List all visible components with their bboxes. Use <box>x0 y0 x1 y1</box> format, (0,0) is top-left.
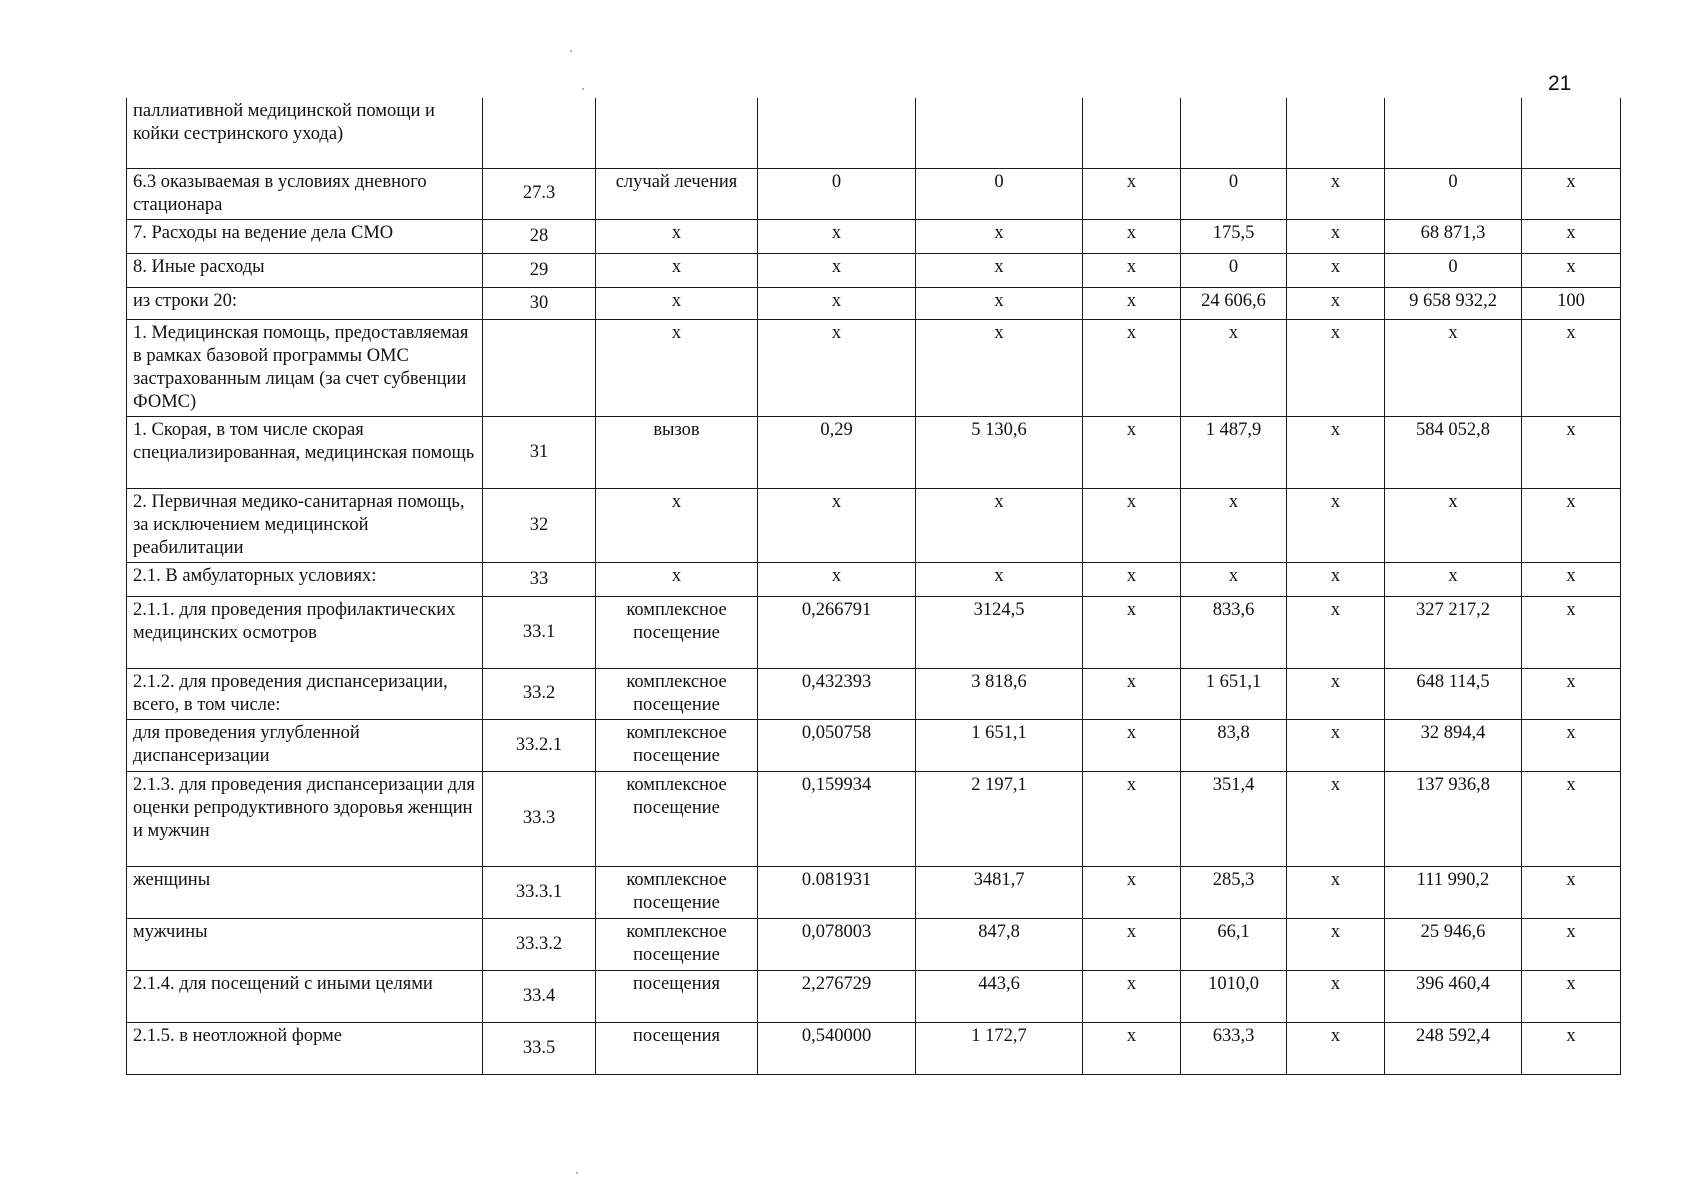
table-row <box>127 719 1621 771</box>
value-cell: 396 460,4 <box>1385 970 1522 1022</box>
row-name-cell: паллиативной медицинской помощи и койки сестринского ухода) <box>127 98 483 168</box>
row-name-cell: 2.1.3. для проведения диспансеризации для оценки репродуктивного здоровья женщин и мужчин <box>127 771 483 866</box>
row-code-cell: 32 <box>483 488 596 562</box>
value-cell: 0,432393 <box>758 668 916 719</box>
value-cell <box>758 98 916 168</box>
unit-cell <box>596 98 758 168</box>
value-cell: х <box>1287 918 1385 970</box>
value-cell: 0,078003 <box>758 918 916 970</box>
value-cell: 584 052,8 <box>1385 416 1522 488</box>
row-code-cell: 33.1 <box>483 596 596 668</box>
unit-cell: х <box>596 253 758 287</box>
value-cell: 0,050758 <box>758 719 916 771</box>
value-cell: 3124,5 <box>916 596 1083 668</box>
table-row <box>127 866 1621 918</box>
value-cell: 648 114,5 <box>1385 668 1522 719</box>
value-cell: х <box>1181 488 1287 562</box>
value-cell: х <box>758 253 916 287</box>
value-cell: 32 894,4 <box>1385 719 1522 771</box>
row-code-cell: 33.2.1 <box>483 719 596 771</box>
value-cell: 833,6 <box>1181 596 1287 668</box>
row-name-cell: для проведения углубленной диспансеризации <box>127 719 483 771</box>
value-cell: х <box>758 562 916 596</box>
row-code-cell: 33.4 <box>483 970 596 1022</box>
value-cell: 1 172,7 <box>916 1022 1083 1074</box>
value-cell: 0 <box>916 168 1083 219</box>
value-cell: х <box>1385 319 1522 416</box>
unit-cell: комплексное посещение <box>596 596 758 668</box>
row-code-cell: 29 <box>483 253 596 287</box>
value-cell: 0.081931 <box>758 866 916 918</box>
row-name-cell: 2.1. В амбулаторных условиях: <box>127 562 483 596</box>
value-cell: х <box>758 319 916 416</box>
value-cell: х <box>1522 970 1621 1022</box>
row-name-cell: мужчины <box>127 918 483 970</box>
value-cell: 66,1 <box>1181 918 1287 970</box>
row-name-cell: женщины <box>127 866 483 918</box>
table-row <box>127 596 1621 668</box>
table-row <box>127 970 1621 1022</box>
value-cell: 327 217,2 <box>1385 596 1522 668</box>
value-cell: 3481,7 <box>916 866 1083 918</box>
value-cell: х <box>1522 219 1621 253</box>
table-row <box>127 98 1621 168</box>
value-cell: 1 487,9 <box>1181 416 1287 488</box>
value-cell: х <box>1385 562 1522 596</box>
value-cell: 248 592,4 <box>1385 1022 1522 1074</box>
data-table <box>126 98 1621 1075</box>
row-name-cell: 2.1.4. для посещений с иными целями <box>127 970 483 1022</box>
value-cell: 0,159934 <box>758 771 916 866</box>
value-cell: х <box>916 488 1083 562</box>
value-cell <box>1522 98 1621 168</box>
value-cell: х <box>1083 219 1181 253</box>
value-cell: х <box>1083 562 1181 596</box>
value-cell: х <box>1287 668 1385 719</box>
row-code-cell: 30 <box>483 287 596 319</box>
scan-speck <box>582 88 584 90</box>
value-cell: 3 818,6 <box>916 668 1083 719</box>
value-cell: 0 <box>758 168 916 219</box>
value-cell: х <box>1287 168 1385 219</box>
row-code-cell: 28 <box>483 219 596 253</box>
value-cell: х <box>1083 253 1181 287</box>
value-cell: х <box>916 253 1083 287</box>
unit-cell: комплексное посещение <box>596 668 758 719</box>
value-cell: 5 130,6 <box>916 416 1083 488</box>
table-row <box>127 168 1621 219</box>
value-cell: х <box>1287 970 1385 1022</box>
value-cell: х <box>1287 416 1385 488</box>
row-name-cell: 1. Скорая, в том числе скорая специализированная, медицинская помощь <box>127 416 483 488</box>
row-code-cell: 31 <box>483 416 596 488</box>
table-row <box>127 253 1621 287</box>
row-name-cell: из строки 20: <box>127 287 483 319</box>
table-row <box>127 319 1621 416</box>
unit-cell: х <box>596 219 758 253</box>
row-code-cell <box>483 319 596 416</box>
value-cell: х <box>1083 488 1181 562</box>
row-name-cell: 2. Первичная медико-санитарная помощь, за исключением медицинской реабилитации <box>127 488 483 562</box>
value-cell: х <box>1522 866 1621 918</box>
value-cell: х <box>1083 771 1181 866</box>
value-cell: х <box>1083 866 1181 918</box>
row-code-cell: 33.3.1 <box>483 866 596 918</box>
value-cell: 137 936,8 <box>1385 771 1522 866</box>
unit-cell: комплексное посещение <box>596 771 758 866</box>
value-cell: х <box>1287 866 1385 918</box>
value-cell: х <box>1522 771 1621 866</box>
scan-speck <box>576 1172 578 1174</box>
unit-cell: случай лечения <box>596 168 758 219</box>
page-number: 21 <box>1548 72 1572 95</box>
value-cell: х <box>1522 1022 1621 1074</box>
table-row <box>127 668 1621 719</box>
value-cell: 83,8 <box>1181 719 1287 771</box>
value-cell: 443,6 <box>916 970 1083 1022</box>
value-cell: х <box>1522 319 1621 416</box>
unit-cell: комплексное посещение <box>596 719 758 771</box>
value-cell: 100 <box>1522 287 1621 319</box>
value-cell: х <box>916 287 1083 319</box>
value-cell: 111 990,2 <box>1385 866 1522 918</box>
value-cell <box>1385 98 1522 168</box>
value-cell: 0 <box>1181 168 1287 219</box>
value-cell: 2,276729 <box>758 970 916 1022</box>
row-name-cell: 2.1.5. в неотложной форме <box>127 1022 483 1074</box>
value-cell: 847,8 <box>916 918 1083 970</box>
row-code-cell: 33.3.2 <box>483 918 596 970</box>
row-code-cell: 33 <box>483 562 596 596</box>
table-row <box>127 771 1621 866</box>
unit-cell: вызов <box>596 416 758 488</box>
value-cell: 0,266791 <box>758 596 916 668</box>
value-cell: х <box>1083 970 1181 1022</box>
unit-cell: посещения <box>596 970 758 1022</box>
row-name-cell: 2.1.2. для проведения диспансеризации, всего, в том числе: <box>127 668 483 719</box>
value-cell <box>916 98 1083 168</box>
row-name-cell: 1. Медицинская помощь, предоставляемая в рамках базовой программы ОМС застрахованным лицам (за счет субвенции ФОМС) <box>127 319 483 416</box>
value-cell: х <box>1287 771 1385 866</box>
value-cell: х <box>1287 1022 1385 1074</box>
value-cell: 633,3 <box>1181 1022 1287 1074</box>
value-cell: х <box>1083 168 1181 219</box>
row-name-cell: 7. Расходы на ведение дела СМО <box>127 219 483 253</box>
value-cell: х <box>1522 719 1621 771</box>
value-cell: 0 <box>1385 168 1522 219</box>
row-code-cell: 33.3 <box>483 771 596 866</box>
scan-speck <box>570 50 572 52</box>
value-cell: х <box>1385 488 1522 562</box>
value-cell: х <box>1287 219 1385 253</box>
value-cell: 24 606,6 <box>1181 287 1287 319</box>
row-code-cell <box>483 98 596 168</box>
value-cell: х <box>1181 319 1287 416</box>
value-cell: 0 <box>1385 253 1522 287</box>
table-row <box>127 488 1621 562</box>
table-row <box>127 562 1621 596</box>
table-row <box>127 918 1621 970</box>
unit-cell: комплексное посещение <box>596 918 758 970</box>
value-cell: х <box>1522 416 1621 488</box>
table-row <box>127 219 1621 253</box>
value-cell: 0 <box>1181 253 1287 287</box>
value-cell: х <box>1522 596 1621 668</box>
value-cell <box>1287 98 1385 168</box>
value-cell: 351,4 <box>1181 771 1287 866</box>
value-cell: х <box>916 562 1083 596</box>
value-cell: 68 871,3 <box>1385 219 1522 253</box>
table-body <box>127 98 1621 1074</box>
value-cell: х <box>1083 918 1181 970</box>
value-cell: х <box>916 319 1083 416</box>
value-cell: х <box>758 488 916 562</box>
value-cell: х <box>758 219 916 253</box>
value-cell: х <box>1083 319 1181 416</box>
unit-cell: посещения <box>596 1022 758 1074</box>
row-name-cell: 2.1.1. для проведения профилактических медицинских осмотров <box>127 596 483 668</box>
row-name-cell: 8. Иные расходы <box>127 253 483 287</box>
value-cell <box>1181 98 1287 168</box>
value-cell: х <box>1083 719 1181 771</box>
value-cell: х <box>1522 168 1621 219</box>
unit-cell: х <box>596 319 758 416</box>
value-cell: х <box>1287 319 1385 416</box>
value-cell: 1 651,1 <box>1181 668 1287 719</box>
value-cell: х <box>1522 918 1621 970</box>
value-cell: 1010,0 <box>1181 970 1287 1022</box>
row-code-cell: 33.5 <box>483 1022 596 1074</box>
row-code-cell: 27.3 <box>483 168 596 219</box>
value-cell: 0,540000 <box>758 1022 916 1074</box>
unit-cell: х <box>596 562 758 596</box>
value-cell: х <box>1287 287 1385 319</box>
value-cell: 285,3 <box>1181 866 1287 918</box>
value-cell: 0,29 <box>758 416 916 488</box>
row-code-cell: 33.2 <box>483 668 596 719</box>
unit-cell: х <box>596 287 758 319</box>
value-cell: х <box>1083 287 1181 319</box>
table-row <box>127 287 1621 319</box>
table-row <box>127 1022 1621 1074</box>
unit-cell: х <box>596 488 758 562</box>
value-cell: 175,5 <box>1181 219 1287 253</box>
value-cell: х <box>1083 596 1181 668</box>
value-cell: х <box>916 219 1083 253</box>
value-cell: 1 651,1 <box>916 719 1083 771</box>
value-cell: х <box>1083 416 1181 488</box>
value-cell: х <box>1522 253 1621 287</box>
value-cell: 25 946,6 <box>1385 918 1522 970</box>
value-cell: х <box>1287 562 1385 596</box>
value-cell: х <box>1181 562 1287 596</box>
value-cell: х <box>1287 596 1385 668</box>
value-cell <box>1083 98 1181 168</box>
value-cell: 9 658 932,2 <box>1385 287 1522 319</box>
value-cell: х <box>758 287 916 319</box>
value-cell: х <box>1287 719 1385 771</box>
unit-cell: комплексное посещение <box>596 866 758 918</box>
value-cell: х <box>1522 562 1621 596</box>
value-cell: х <box>1083 1022 1181 1074</box>
value-cell: х <box>1287 488 1385 562</box>
table-row <box>127 416 1621 488</box>
value-cell: х <box>1522 668 1621 719</box>
value-cell: х <box>1522 488 1621 562</box>
row-name-cell: 6.3 оказываемая в условиях дневного стационара <box>127 168 483 219</box>
value-cell: 2 197,1 <box>916 771 1083 866</box>
value-cell: х <box>1287 253 1385 287</box>
value-cell: х <box>1083 668 1181 719</box>
